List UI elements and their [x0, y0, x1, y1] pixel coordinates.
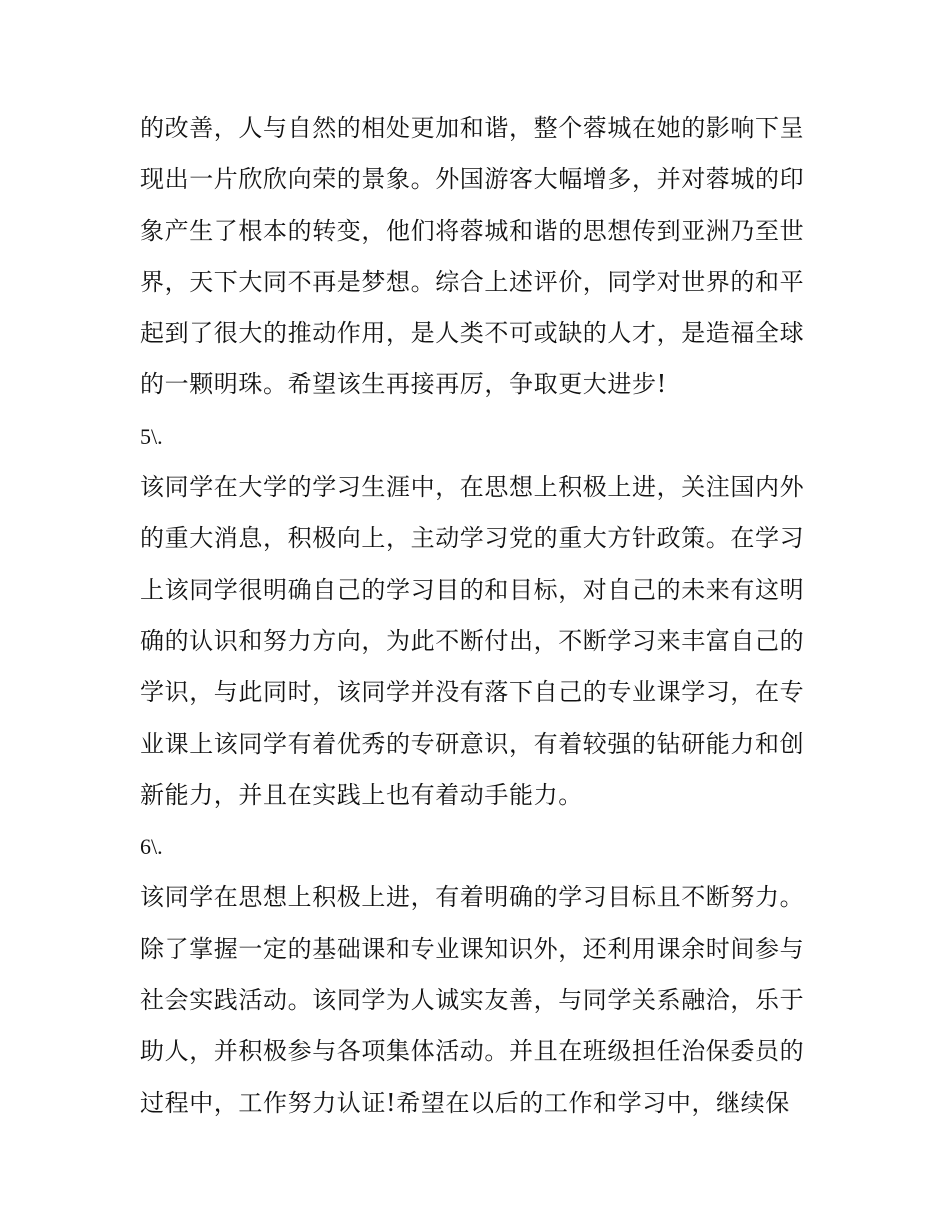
paragraph-section-5 [140, 462, 820, 821]
text-line: 过程中，工作努力认证!希望在以后的工作和学习中，继续保 [140, 1088, 790, 1117]
text-line: 确的认识和努力方向，为此不断付出，不断学习来丰富自己的 [140, 626, 805, 655]
text-line: 上该同学很明确自己的学习目的和目标，对自己的未来有这明 [140, 575, 805, 604]
text-line: 助人，并积极参与各项集体活动。并且在班级担任治保委员的 [140, 1037, 805, 1066]
text-line: 象产生了根本的转变，他们将蓉城和谐的思想传到亚洲乃至世 [140, 216, 805, 245]
text-line: 的改善，人与自然的相处更加和谐，整个蓉城在她的影响下呈 [140, 114, 805, 142]
text-line: 该同学在大学的学习生涯中，在思想上积极上进，关注国内外 [140, 473, 805, 502]
text-line: 现出一片欣欣向荣的景象。外国游客大幅增多，并对蓉城的印 [140, 165, 805, 194]
paragraph-continued [140, 103, 820, 411]
text-line: 起到了很大的推动作用，是人类不可或缺的人才，是造福全球 [140, 319, 805, 348]
text-line: 新能力，并且在实践上也有着动手能力。 [140, 780, 583, 809]
text-line: 社会实践活动。该同学为人诚实友善，与同学关系融洽，乐于 [140, 986, 805, 1015]
text-line: 该同学在思想上积极上进，有着明确的学习目标且不断努力。 [140, 883, 805, 912]
paragraph-section-6 [140, 872, 820, 1128]
text-line: 的重大消息，积极向上，主动学习党的重大方针政策。在学习 [140, 524, 805, 553]
document-body [140, 103, 820, 1129]
text-line: 业课上该同学有着优秀的专研意识，有着较强的钻研能力和创 [140, 729, 805, 758]
section-number-6: 6\. [140, 834, 163, 860]
section-number-5: 5\. [140, 423, 163, 449]
text-line: 除了掌握一定的基础课和专业课知识外，还利用课余时间参与 [140, 934, 805, 963]
text-line: 的一颗明珠。希望该生再接再厉，争取更大进步! [140, 370, 667, 399]
text-line: 学识，与此同时，该同学并没有落下自己的专业课学习，在专 [140, 678, 805, 707]
text-line: 界，天下大同不再是梦想。综合上述评价，同学对世界的和平 [140, 267, 805, 296]
